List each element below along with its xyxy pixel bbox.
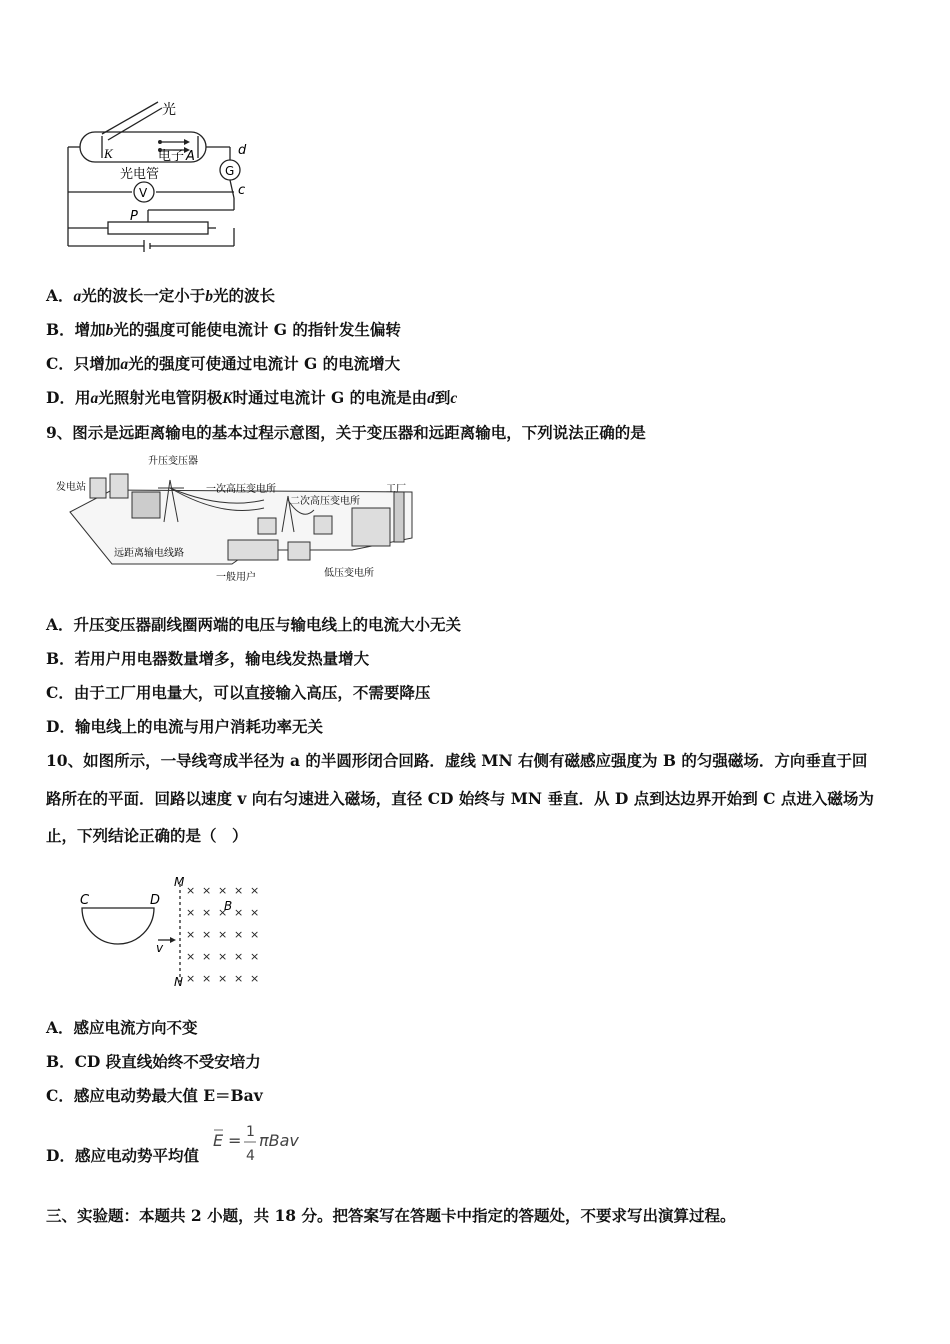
q9-option-a: A．升压变压器副线圈两端的电压与输电线上的电流大小无关 xyxy=(46,615,462,634)
magnetic-field-cross: × xyxy=(250,906,260,919)
magnetic-field-cross: × xyxy=(250,950,260,963)
q9-option-c: C．由于工厂用电量大，可以直接输入高压，不需要降压 xyxy=(46,683,431,702)
magnetic-field-cross: × xyxy=(218,928,228,941)
c-label: c xyxy=(238,183,246,198)
general-user-label: 一般用户 xyxy=(216,572,256,583)
magnetic-field-cross: × xyxy=(218,906,228,919)
formula-num: 1 xyxy=(246,1124,255,1140)
magnetic-field-cross: × xyxy=(186,906,196,919)
magnetic-field-cross: × xyxy=(202,950,212,963)
power-transmission-figure xyxy=(52,452,422,584)
semicircle-magnetic-figure xyxy=(70,870,290,990)
section-3-heading: 三、实验题：本题共 2 小题，共 18 分。把答案写在答题卡中指定的答题处，不要求写出演算过程。 xyxy=(46,1206,736,1225)
photoelectric-circuit-figure xyxy=(58,98,258,258)
voltmeter-label: V xyxy=(139,186,148,200)
q9-stem: 9、图示是远距离输电的基本过程示意图，关于变压器和远距离输电，下列说法正确的是 xyxy=(46,423,646,442)
galvanometer-label: G xyxy=(225,164,235,178)
average-emf-formula xyxy=(212,1122,312,1168)
b-label: B xyxy=(224,899,233,913)
rheostat xyxy=(108,222,208,234)
magnetic-field-cross: × xyxy=(234,972,244,985)
magnetic-field-cross: × xyxy=(234,950,244,963)
magnetic-field-cross: × xyxy=(250,928,260,941)
magnetic-field-cross: × xyxy=(218,884,228,897)
magnetic-field-cross: × xyxy=(202,884,212,897)
q10-stem-line2: 路所在的平面．回路以速度 v 向右匀速进入磁场，直径 CD 始终与 MN 垂直．从 D 点到达边界开始到 C 点进入磁场为 xyxy=(46,789,874,808)
d-label: d xyxy=(238,143,247,158)
q9-option-b: B．若用户用电器数量增多，输电线发热量增大 xyxy=(46,649,370,668)
cathode-label: K xyxy=(104,146,113,161)
magnetic-field-cross: × xyxy=(186,950,196,963)
v-label: v xyxy=(156,941,164,955)
q10-option-b: B．CD 段直线始终不受安培力 xyxy=(46,1052,261,1071)
d-point-label: D xyxy=(150,893,161,908)
magnetic-field-cross: × xyxy=(234,906,244,919)
magnetic-field-cross: × xyxy=(250,972,260,985)
magnetic-field-cross: × xyxy=(218,950,228,963)
magnetic-field-cross: × xyxy=(202,906,212,919)
magnetic-field-cross: × xyxy=(186,972,196,985)
magnetic-field-cross: × xyxy=(202,972,212,985)
m-label: M xyxy=(174,875,185,889)
magnetic-field-cross: × xyxy=(218,972,228,985)
formula-lhs: E xyxy=(213,1131,224,1150)
magnetic-field-cross: × xyxy=(250,884,260,897)
q10-option-a: A．感应电流方向不变 xyxy=(46,1018,198,1037)
step-up-label: 升压变压器 xyxy=(148,456,198,467)
formula-eq: = xyxy=(228,1131,242,1150)
transmission-line-label: 远距离输电线路 xyxy=(114,548,184,559)
q10-option-c: C．感应电动势最大值 E＝Bav xyxy=(46,1086,263,1105)
magnetic-field-cross: × xyxy=(202,928,212,941)
factory-label: 工厂 xyxy=(386,484,406,495)
magnetic-field-cross: × xyxy=(234,928,244,941)
q8-option-d: D．用a光照射光电管阴极K时通过电流计 G 的电流是由d到c xyxy=(46,388,458,407)
q10-stem-line1: 10、如图所示，一导线弯成半径为 a 的半圆形闭合回路．虚线 MN 右侧有磁感应强度为 B 的匀强磁场．方向垂直于回 xyxy=(46,751,868,770)
tube-label: 光电管 xyxy=(120,167,160,182)
p-label: P xyxy=(130,209,138,224)
electron-label: 电子 xyxy=(158,149,185,164)
q9-option-d: D．输电线上的电流与用户消耗功率无关 xyxy=(46,717,323,736)
magnetic-field-cross: × xyxy=(186,884,196,897)
light-label: 光 xyxy=(162,102,176,118)
anode-label: A xyxy=(186,149,195,164)
formula-rhs: πBav xyxy=(259,1131,299,1150)
substation2-label: 二次高压变电所 xyxy=(290,496,360,507)
q8-option-a: A．a光的波长一定小于b光的波长 xyxy=(46,286,276,305)
substation1-label: 一次高压变电所 xyxy=(206,484,276,495)
c-point-label: C xyxy=(80,893,90,908)
q10-stem-line3: 止，下列结论正确的是（ ） xyxy=(46,826,248,845)
low-voltage-label: 低压变电所 xyxy=(324,568,374,579)
magnetic-field-cross: × xyxy=(186,928,196,941)
q8-option-b: B．增加b光的强度可能使电流计 G 的指针发生偏转 xyxy=(46,320,401,339)
n-label: N xyxy=(174,975,183,989)
power-plant-label: 发电站 xyxy=(56,482,86,493)
formula-den: 4 xyxy=(246,1148,255,1164)
q10-option-d: D．感应电动势平均值 xyxy=(46,1146,199,1165)
q8-option-c: C．只增加a光的强度可使通过电流计 G 的电流增大 xyxy=(46,354,401,373)
magnetic-field-cross: × xyxy=(234,884,244,897)
